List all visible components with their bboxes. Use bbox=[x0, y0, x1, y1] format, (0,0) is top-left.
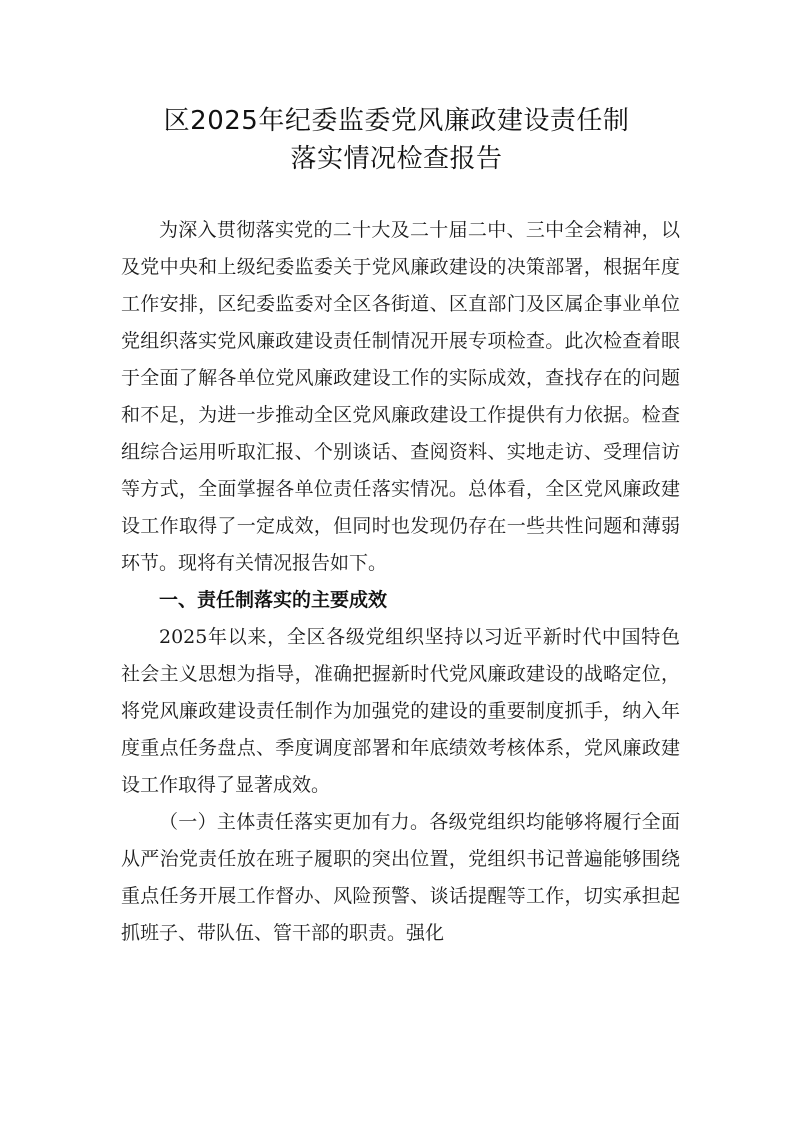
section-1-paragraph: 2025年以来，全区各级党组织坚持以习近平新时代中国特色社会主义思想为指导，准确把握新时代党风廉政建设的战略定位，将党风廉政建设责任制作为加强党的建设的重要制度抓手，纳入年度重点任务盘点、季度调度部署和年底绩效考核体系，党风廉政建设工作取得了显著成效。 bbox=[121, 626, 680, 796]
section-heading-achievements: 一、责任制落实的主要成效 bbox=[159, 589, 388, 611]
report-title-line-2: 落实情况检查报告 bbox=[290, 144, 503, 174]
subsection-1-paragraph: （一）主体责任落实更加有力。各级党组织均能够将履行全面从严治党责任放在班子履职的突出位置，党组织书记普遍能够围绕重点任务开展工作督办、风险预警、谈话提醒等工作，切实承担起抓班子、带队伍、管干部的职责。强化 bbox=[121, 811, 680, 944]
report-title-line-1: 区2025年纪委监委党风廉政建设责任制 bbox=[163, 106, 630, 136]
intro-paragraph: 为深入贯彻落实党的二十大及二十届二中、三中全会精神，以及党中央和上级纪委监委关于党风廉政建设的决策部署，根据年度工作安排，区纪委监委对全区各街道、区直部门及区属企事业单位党组织落实党风廉政建设责任制情况开展专项检查。此次检查着眼于全面了解各单位党风廉政建设工作的实际成效，查找存在的问题和不足，为进一步推动全区党风廉政建设工作提供有力依据。检查组综合运用听取汇报、个别谈话、查阅资料、实地走访、受理信访等方式，全面掌握各单位责任落实情况。总体看，全区党风廉政建设工作取得了一定成效，但同时也发现仍存在一些共性问题和薄弱环节。现将有关情况报告如下。 bbox=[121, 219, 680, 574]
document-body bbox=[121, 212, 680, 952]
